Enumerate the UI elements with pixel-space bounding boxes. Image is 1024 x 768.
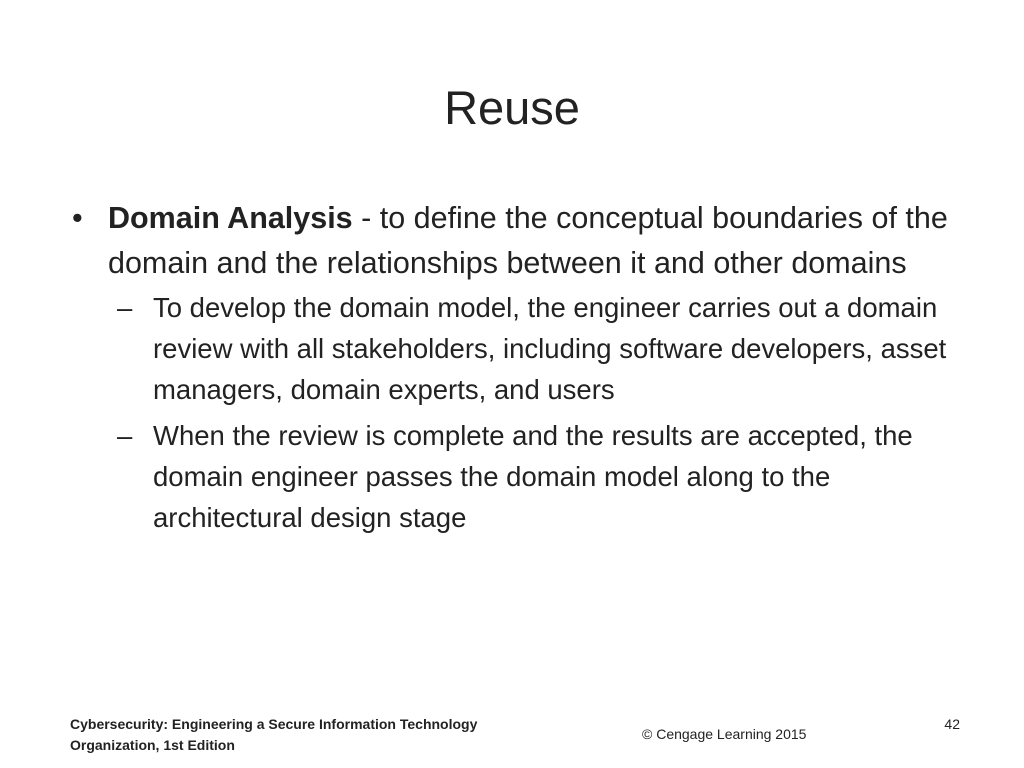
slide-title: Reuse: [444, 81, 580, 134]
bullet-text: - to define the conceptual boundaries of the domain and the relationships between it and other domains: [108, 201, 948, 280]
bullet-list: [72, 196, 952, 543]
sub-bullet-text: To develop the domain model, the engineer carries out a domain review with all stakeholders, including software developers, asset managers, domain experts, and users: [153, 292, 947, 405]
footer-copyright: © Cengage Learning 2015: [642, 726, 807, 742]
bullet-term: Domain Analysis: [108, 201, 353, 235]
bullet-item: [72, 196, 952, 286]
footer-book-title-line2: Organization, 1st Edition: [70, 737, 235, 753]
footer-book-title: [70, 714, 610, 756]
sub-bullet-text: When the review is complete and the results are accepted, the domain engineer passes the domain model along to the architectural design stage: [153, 420, 913, 533]
sub-bullet-marker: –: [117, 420, 133, 451]
footer-book-title-line1: Cybersecurity: Engineering a Secure Information Technology: [70, 716, 478, 732]
sub-bullet-item: [117, 415, 952, 538]
slide-page-number: 42: [944, 716, 960, 732]
bullet-marker: •: [72, 201, 83, 235]
sub-bullet-marker: –: [117, 292, 133, 323]
sub-bullet-list: [72, 287, 952, 538]
sub-bullet-item: [117, 287, 952, 410]
